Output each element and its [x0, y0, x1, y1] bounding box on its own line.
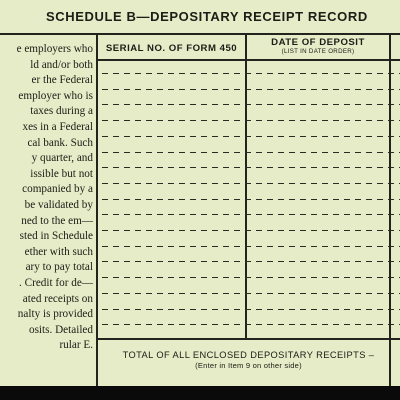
date-column-header — [247, 35, 389, 61]
entry-row-line[interactable] — [102, 136, 400, 137]
entry-row-line[interactable] — [102, 246, 400, 247]
entry-row-line[interactable] — [102, 89, 400, 90]
serial-column-header — [98, 35, 245, 61]
instructions-line: taxes during a — [30, 105, 93, 118]
instructions-line: osits. Detailed — [28, 323, 93, 336]
entry-row-line[interactable] — [102, 199, 400, 200]
instructions-line: . Credit for de— — [19, 276, 93, 289]
entry-row-line[interactable] — [102, 104, 400, 105]
instructions-line: ld and/or both — [30, 58, 93, 71]
form-title: SCHEDULE B—DEPOSITARY RECEIPT RECORD — [0, 0, 400, 35]
instructions-line: employer who is — [18, 89, 93, 102]
entry-row-line[interactable] — [102, 152, 400, 153]
entry-row-line[interactable] — [102, 261, 400, 262]
right-column-divider — [389, 35, 391, 386]
instructions-line: er the Federal — [31, 74, 93, 87]
instructions-line: nalty is provided — [17, 308, 93, 321]
instructions-line: ned to the em— — [21, 214, 93, 227]
instructions-line: ether with such — [24, 245, 93, 258]
entry-row-line[interactable] — [102, 309, 400, 310]
date-column-sublabel: (LIST IN DATE ORDER) — [281, 48, 355, 55]
entry-row-line[interactable] — [102, 324, 400, 325]
instructions-line: sted in Schedule — [19, 230, 93, 243]
total-section — [97, 338, 400, 386]
total-label: TOTAL OF ALL ENCLOSED DEPOSITARY RECEIPTS – — [122, 350, 375, 360]
entry-row-line[interactable] — [102, 230, 400, 231]
date-column-label: DATE OF DEPOSIT — [271, 37, 365, 48]
instructions-line: e employers who — [16, 43, 93, 55]
right-column-header — [391, 35, 400, 61]
serial-column-label: SERIAL NO. OF FORM 450 — [105, 43, 238, 54]
entry-row-line[interactable] — [102, 73, 400, 74]
instructions-line: rular E. — [59, 339, 93, 352]
instructions-line: companied by a — [22, 183, 93, 196]
entry-row-line[interactable] — [102, 293, 400, 294]
entry-row-line[interactable] — [102, 183, 400, 184]
entry-row-line[interactable] — [102, 167, 400, 168]
entry-row-line[interactable] — [102, 120, 400, 121]
instructions-line: xes in a Federal — [22, 120, 93, 133]
instructions-line: issible but not — [30, 167, 93, 180]
total-note: (Enter in Item 9 on other side) — [195, 361, 302, 370]
instructions-divider — [96, 35, 98, 386]
instructions-line: y quarter, and — [31, 152, 93, 165]
instructions-line: ary to pay total — [25, 261, 93, 274]
instructions-line: cal bank. Such — [27, 136, 93, 149]
instructions-line: ated receipts on — [22, 292, 93, 305]
instructions-text — [0, 42, 93, 354]
entry-row-line[interactable] — [102, 214, 400, 215]
entry-row-line[interactable] — [102, 277, 400, 278]
instructions-line: be validated by — [24, 198, 93, 211]
